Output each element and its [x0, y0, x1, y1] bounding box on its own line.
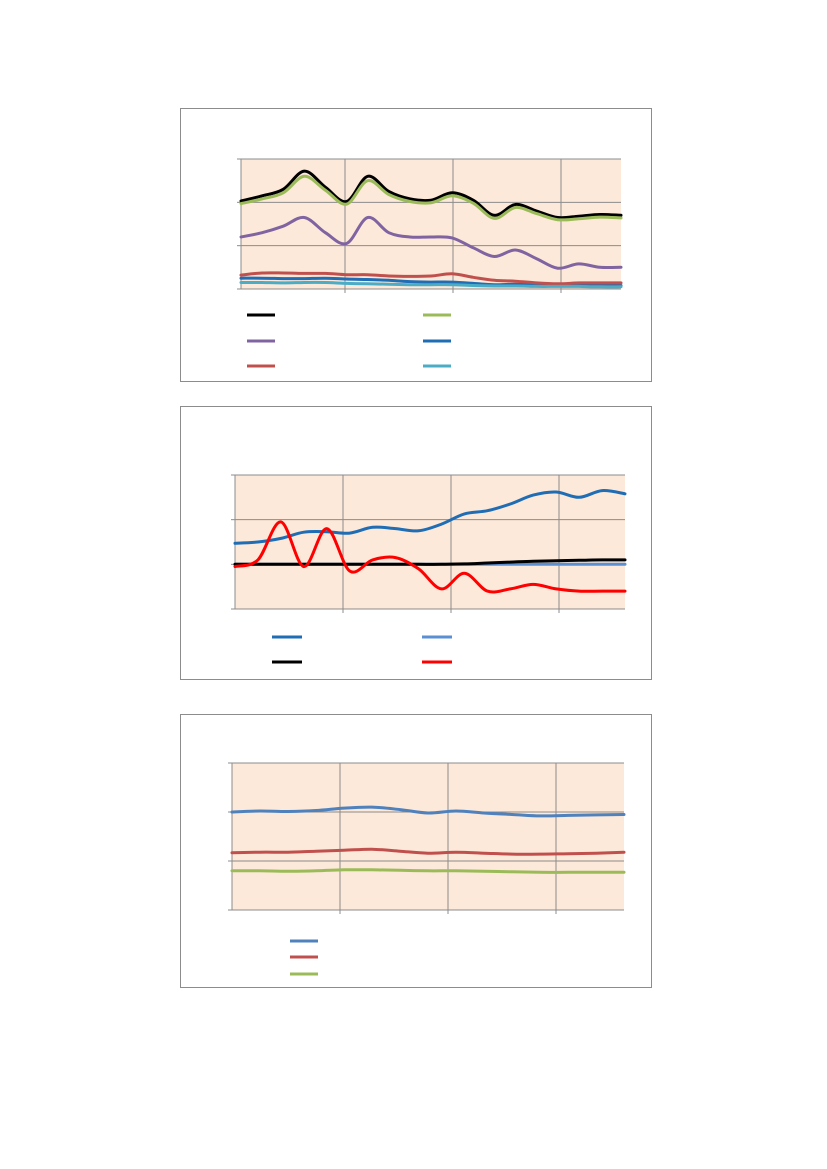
chart-1 [181, 109, 653, 383]
plot-area [232, 763, 624, 910]
chart-panel-3 [180, 714, 652, 988]
chart-2 [181, 407, 653, 681]
chart-panel-1 [180, 108, 652, 382]
chart-3 [181, 715, 653, 989]
chart-panel-2 [180, 406, 652, 680]
